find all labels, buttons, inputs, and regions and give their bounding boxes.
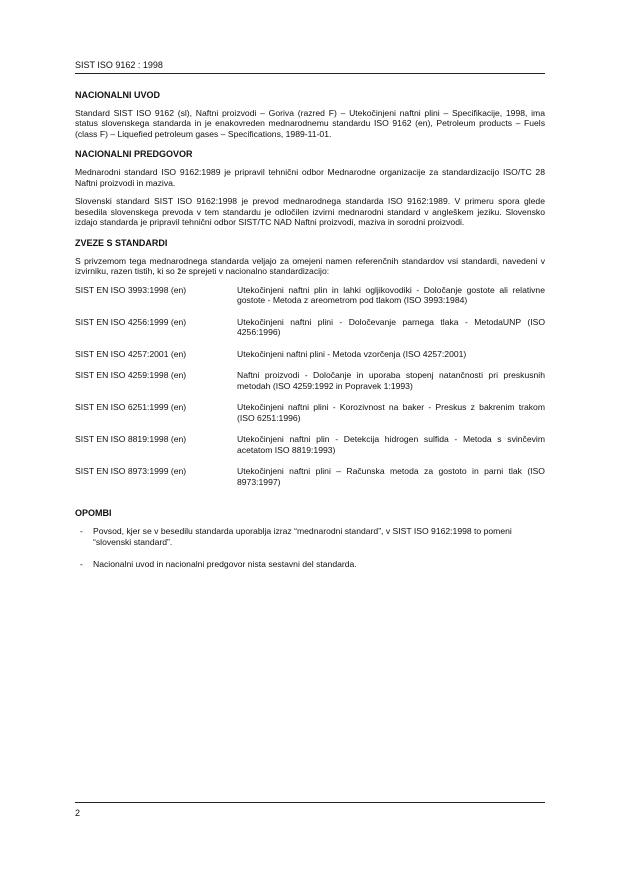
standard-title: Utekočinjeni naftni plini - Metoda vzorčenja (ISO 4257:2001) — [237, 348, 467, 359]
list-item — [75, 559, 545, 569]
dash-bullet: - — [80, 558, 83, 569]
standard-title: Utekočinjeni naftni plini - Določevanje parnega tlaka - MetodaUNP (ISO 4256:1996) — [237, 316, 545, 338]
table-row — [75, 317, 545, 349]
section-heading: NACIONALNI UVOD — [75, 90, 160, 100]
standard-code: SIST EN ISO 4257:2001 (en) — [75, 348, 187, 359]
section-heading: ZVEZE S STANDARDI — [75, 237, 168, 248]
paragraph: Slovenski standard SIST ISO 9162:1998 je prevod mednarodnega standarda ISO 9162:1989. V primeru spora glede besedila slovenskega prevoda v tem standardu je odločilen izvirni mednarodni standard v angleškem jeziku. Slovensko izdajo standarda je pripravil tehnični odbor SIST/TC NAD Naftni proizvodi, maziva in sorodni proizvodi. — [75, 196, 545, 228]
table-row — [75, 285, 545, 317]
dash-bullet: - — [80, 526, 83, 537]
reference-standards-table — [75, 285, 545, 498]
section-zveze-s-standardi — [75, 238, 545, 498]
table-row — [75, 434, 545, 466]
standard-title: Naftni proizvodi - Določanje in uporaba stopenj natančnosti pri preskusnih metodah (ISO 4259:1992 in Popravek 1:1993) — [237, 370, 545, 391]
list-item — [75, 526, 545, 547]
paragraph: S privzemom tega mednarodnega standarda veljajo za omejeni namen referenčnih standardov vsi standardi, navedeni v izvirniku, razen tistih, ki so že sprejeti v nacionalno standardizacijo: — [75, 255, 545, 277]
section-opombi — [75, 508, 545, 569]
page-footer — [75, 802, 545, 818]
standard-title: Utekočinjeni naftni plini - Korozivnost na baker - Preskus z bakrenim trakom (ISO 6251:1996) — [237, 402, 545, 423]
standard-code: SIST EN ISO 6251:1999 (en) — [75, 402, 187, 413]
table-row — [75, 370, 545, 402]
table-row — [75, 402, 545, 434]
section-heading: OPOMBI — [75, 508, 112, 519]
section-heading: NACIONALNI PREDGOVOR — [75, 149, 193, 160]
page-header — [75, 60, 545, 74]
note-text: Povsod, kjer se v besedilu standarda uporablja izraz “mednarodni standard”, v SIST ISO 9162:1998 to pomeni “slovenski standard”. — [93, 526, 512, 547]
table-row — [75, 466, 545, 498]
standard-title: Utekočinjeni naftni plin - Detekcija hidrogen sulfida - Metoda s svinčevim acetatom ISO 8819:1993) — [237, 434, 545, 455]
standard-code: SIST EN ISO 8819:1998 (en) — [75, 434, 187, 445]
standard-code: SIST EN ISO 4259:1998 (en) — [75, 370, 187, 381]
section-nacionalni-uvod — [75, 90, 545, 139]
table-row — [75, 349, 545, 370]
page-number: 2 — [75, 808, 81, 818]
paragraph: Standard SIST ISO 9162 (sl), Naftni proizvodi – Goriva (razred F) – Utekočinjeni naftni plini – Specifikacije, 1998, ima status slovenskega standarda in je enakovreden mednarodnemu standardu ISO 9162 (en), Petroleum products – Fuels (class F) – Liquefied petroleum gases – Specifications, 1989-11-01. — [75, 107, 545, 139]
note-text: Nacionalni uvod in nacionalni predgovor nista sestavni del standarda. — [93, 558, 357, 569]
standard-title: Utekočinjeni naftni plini – Računska metoda za gostoto in parni tlak (ISO 8973:1997) — [237, 466, 545, 487]
paragraph: Mednarodni standard ISO 9162:1989 je pripravil tehnični odbor Mednarodne organizacije za standardizacijo ISO/TC 28 Naftni proizvodi in maziva. — [75, 167, 545, 188]
standard-title: Utekočinjeni naftni plin in lahki ogljikovodiki - Določanje gostote ali relativne gostote - Metoda z areometrom pod tlakom (ISO 3993:1984) — [237, 284, 545, 306]
section-nacionalni-predgovor — [75, 149, 545, 227]
document-id: SIST ISO 9162 : 1998 — [75, 60, 163, 70]
standard-code: SIST EN ISO 3993:1998 (en) — [75, 284, 187, 295]
standard-code: SIST EN ISO 8973:1999 (en) — [75, 466, 187, 477]
standard-code: SIST EN ISO 4256:1999 (en) — [75, 316, 187, 327]
document-body — [75, 90, 545, 581]
notes-list — [75, 526, 545, 569]
